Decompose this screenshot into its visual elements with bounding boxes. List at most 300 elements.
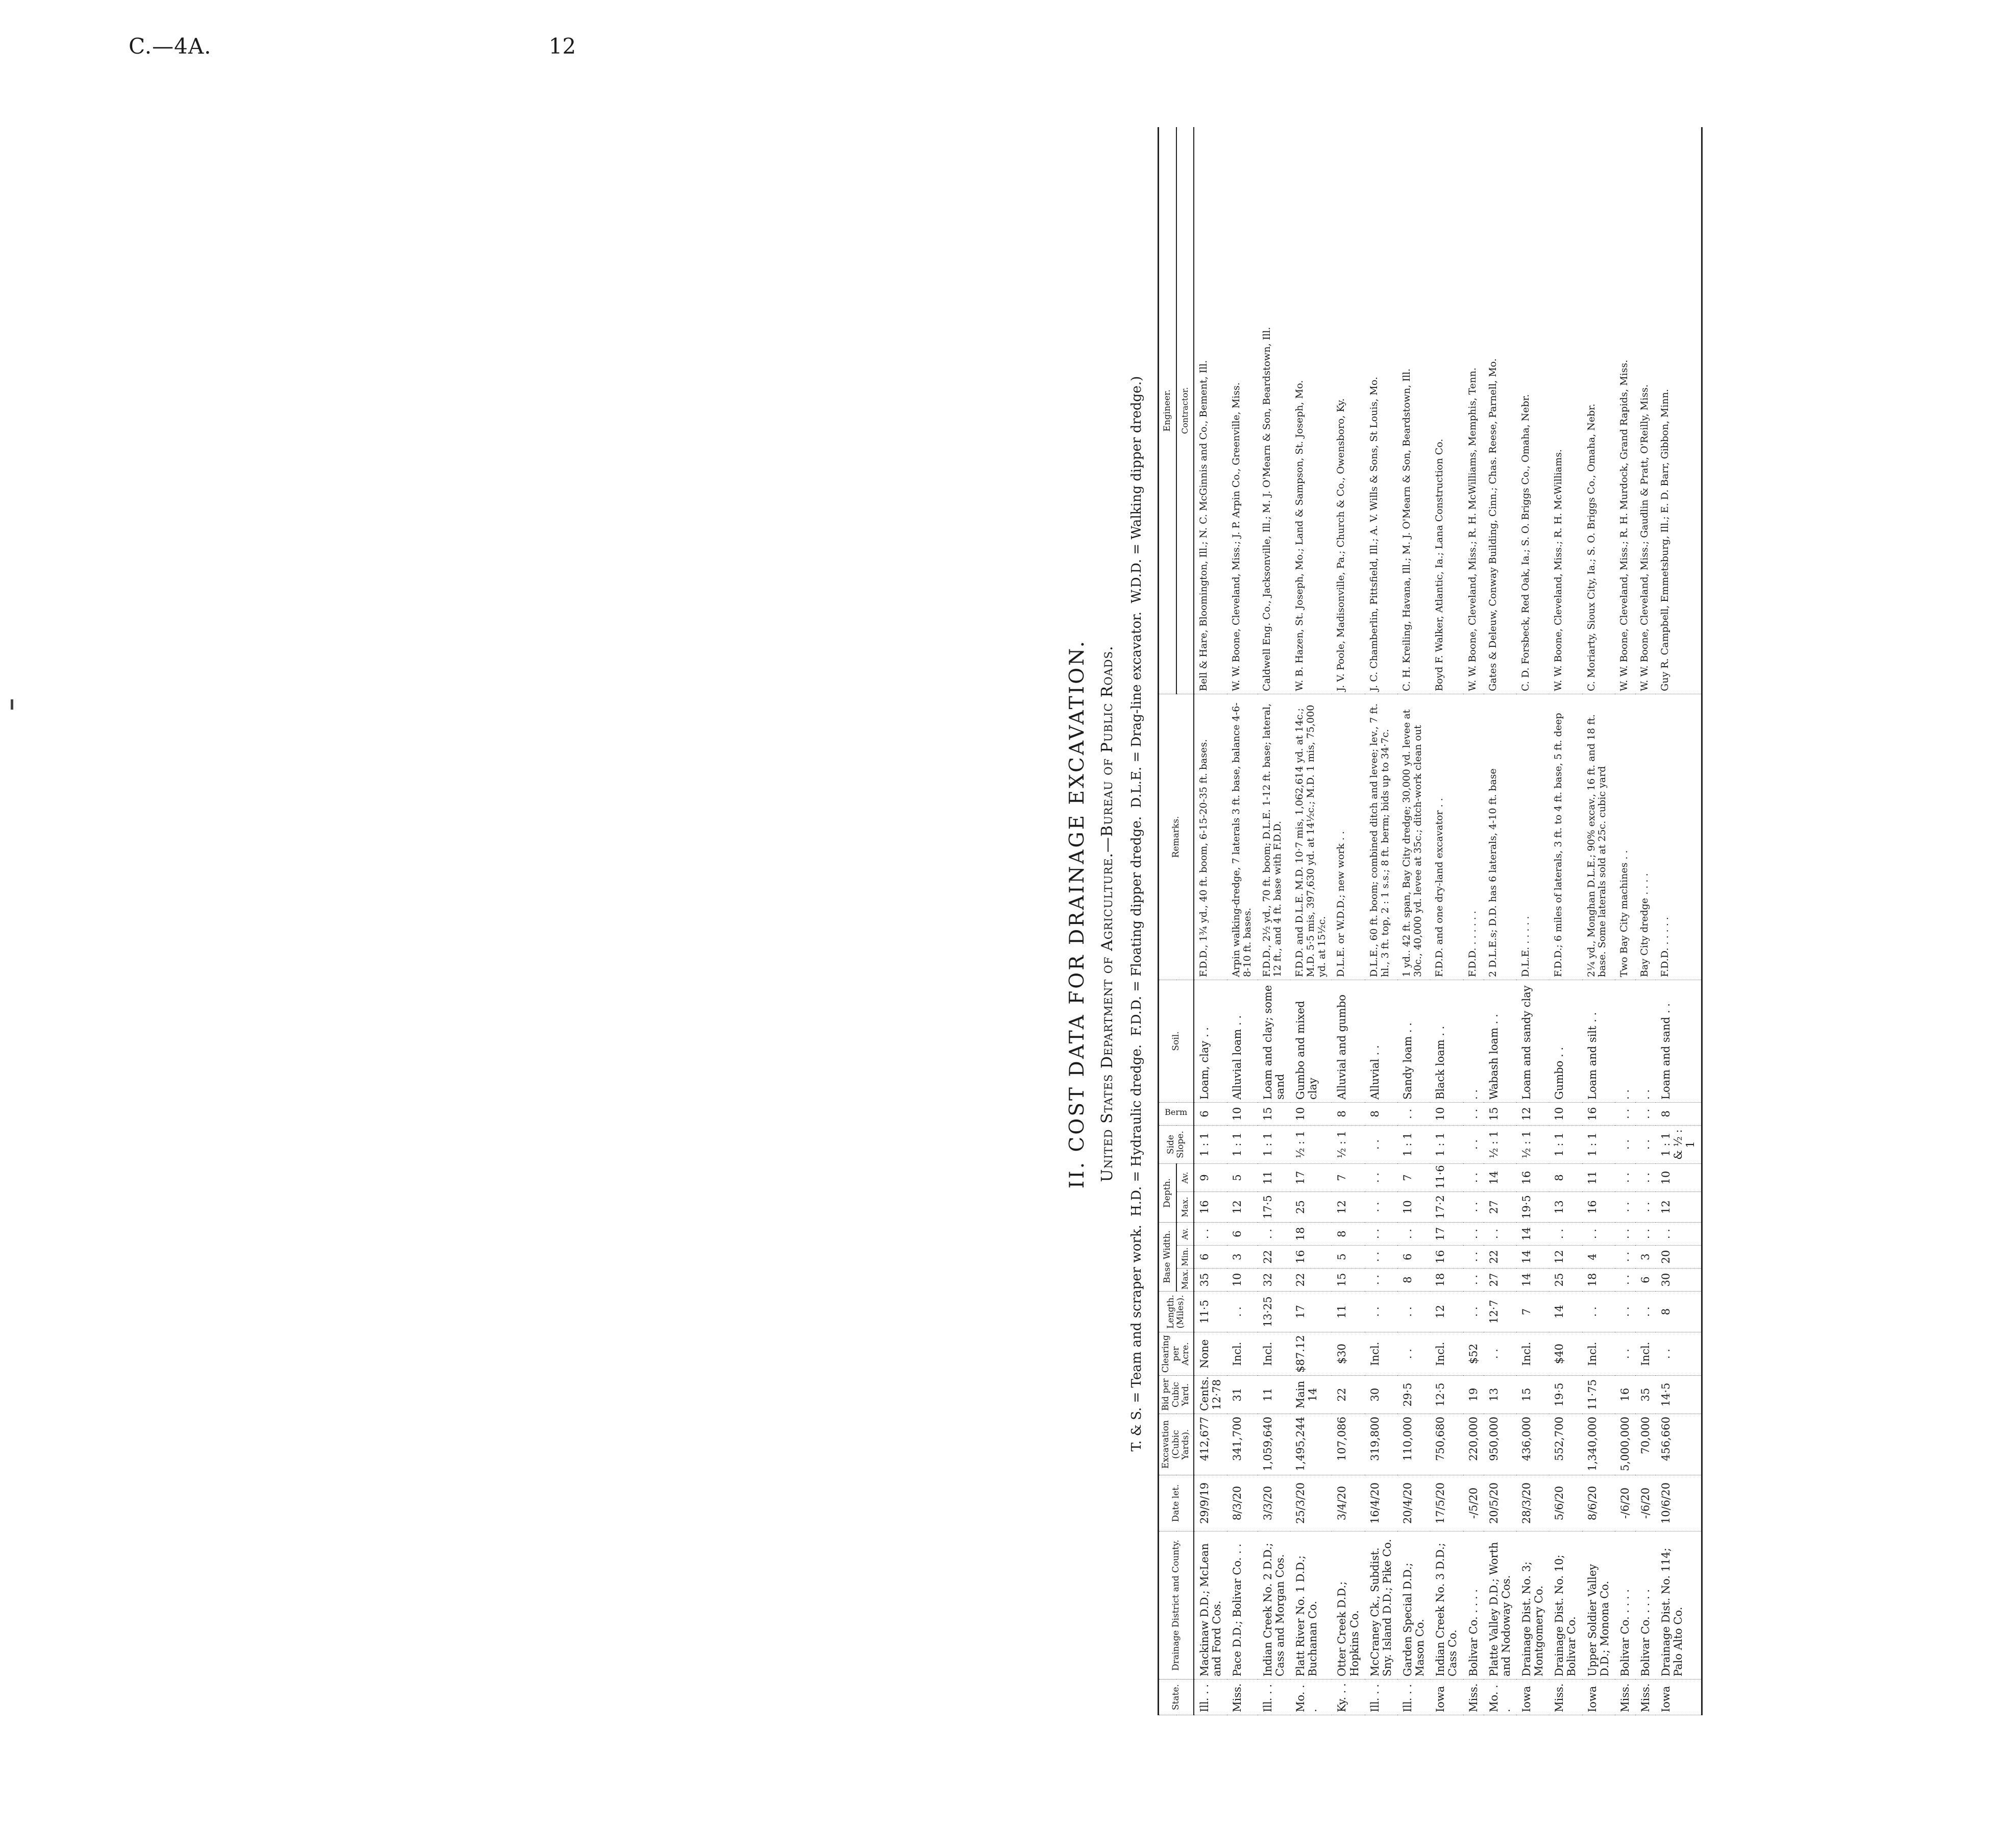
cell-engineer-contractor: Boyd F. Walker, Atlantic, Ia.; Lana Construction Co. [1430, 127, 1463, 694]
cell-soil: . . [1615, 980, 1635, 1102]
cell-bid: 15 [1516, 1376, 1549, 1414]
cell-bw-av: . . [1463, 1222, 1484, 1245]
cell-date-let: 16/4/20 [1365, 1475, 1397, 1531]
cell-excavation: 456,660 [1656, 1414, 1702, 1475]
page-title: II. COST DATA FOR DRAINAGE EXCAVATION. [1066, 639, 1089, 1189]
cell-engineer-contractor: C. H. Kreiling, Havana, Ill.; M. J. O'Mearn & Son, Beardstown, Ill. [1397, 127, 1430, 694]
cell-bw-min: . . [1615, 1246, 1635, 1269]
cell-engineer-contractor: Caldwell Eng. Co., Jacksonville, Ill.; M. J. O'Mearn & Son, Beardstown, Ill. [1258, 127, 1290, 694]
cell-clearing: None [1194, 1332, 1227, 1376]
header-engineer: Engineer. [1159, 127, 1177, 694]
cell-soil: Loam and silt . . [1582, 980, 1615, 1102]
cell-state: Iowa [1430, 1680, 1463, 1715]
cell-date-let: -/6/20 [1615, 1475, 1635, 1531]
cell-clearing: Incl. [1258, 1332, 1290, 1376]
cell-berm: . . [1615, 1102, 1635, 1125]
cell-bw-max: 18 [1430, 1269, 1463, 1292]
cell-bw-max: 14 [1516, 1269, 1549, 1292]
cell-remarks: 2 D.L.E.s; D.D. has 6 laterals, 4-10 ft. base [1484, 694, 1516, 980]
cell-depth-max: 12 [1332, 1191, 1364, 1222]
cell-clearing: $30 [1332, 1332, 1364, 1376]
cell-depth-av: . . [1463, 1163, 1484, 1191]
cell-length: . . [1365, 1292, 1397, 1332]
cell-district: Drainage Dist. No. 3; Montgomery Co. [1516, 1531, 1549, 1680]
header-depth-max: Max. [1176, 1191, 1194, 1222]
header-bw-av: Av. [1176, 1222, 1194, 1245]
cell-soil: Loam and clay; some sand [1258, 980, 1290, 1102]
cell-length: 17 [1290, 1292, 1332, 1332]
cell-clearing: Incl. [1582, 1332, 1615, 1376]
cell-soil: Loam, clay . . [1194, 980, 1227, 1102]
legend-item: W.D.D. = Walking dipper dredge.) [1129, 376, 1144, 603]
cell-bid: 11·75 [1582, 1376, 1615, 1414]
cell-bw-max: 27 [1484, 1269, 1516, 1292]
cell-bw-min: . . [1365, 1246, 1397, 1269]
cell-bid: 31 [1227, 1376, 1258, 1414]
cost-data-table [1158, 127, 1703, 1715]
cell-excavation: 341,700 [1227, 1414, 1258, 1475]
cell-engineer-contractor: Gates & Deleuw, Conway Building, Cinn.; Chas. Reese, Parnell, Mo. [1484, 127, 1516, 694]
cell-depth-av: 11 [1582, 1163, 1615, 1191]
cell-district: Upper Soldier Valley D.D.; Monona Co. [1582, 1531, 1615, 1680]
header-state: State. [1159, 1680, 1194, 1715]
cell-bw-av: . . [1635, 1222, 1656, 1245]
table-row [1290, 127, 1332, 1715]
cell-bw-max: 35 [1194, 1269, 1227, 1292]
cell-state: Ky. . . [1332, 1680, 1364, 1715]
cell-date-let: 17/5/20 [1430, 1475, 1463, 1531]
cell-date-let: 8/3/20 [1227, 1475, 1258, 1531]
cell-clearing: . . [1484, 1332, 1516, 1376]
cell-district: Drainage Dist. No. 10; Bolivar Co. [1549, 1531, 1582, 1680]
cell-depth-av: . . [1615, 1163, 1635, 1191]
cell-soil: Gumbo and mixed clay [1290, 980, 1332, 1102]
header-clearing: Clearing per Acre. [1159, 1332, 1194, 1376]
cell-soil: . . [1635, 980, 1656, 1102]
cell-depth-av: 11 [1258, 1163, 1290, 1191]
cell-bw-max: 32 [1258, 1269, 1290, 1292]
cell-district: Bolivar Co. . . . . [1463, 1531, 1484, 1680]
cell-bw-av: . . [1582, 1222, 1615, 1245]
cell-district: Garden Special D.D.; Mason Co. [1397, 1531, 1430, 1680]
cell-bid: 12·5 [1430, 1376, 1463, 1414]
cell-depth-av: 14 [1484, 1163, 1516, 1191]
cell-state: Ill. . . [1397, 1680, 1430, 1715]
cell-bid: 22 [1332, 1376, 1364, 1414]
cell-state: Mo. . . [1484, 1680, 1516, 1715]
cell-bw-min: 6 [1397, 1246, 1430, 1269]
document-reference: C.—4A. [129, 34, 212, 59]
cell-depth-max: . . [1615, 1191, 1635, 1222]
cell-clearing: Incl. [1635, 1332, 1656, 1376]
cell-bid: 35 [1635, 1376, 1656, 1414]
cell-clearing: Incl. [1516, 1332, 1549, 1376]
cell-date-let: 25/3/20 [1290, 1475, 1332, 1531]
cell-bw-av: 8 [1332, 1222, 1364, 1245]
cell-bid: 16 [1615, 1376, 1635, 1414]
cell-bw-av: . . [1397, 1222, 1430, 1245]
header-bw-max: Max. [1176, 1269, 1194, 1292]
cell-berm: 8 [1656, 1102, 1702, 1125]
table-row [1365, 127, 1397, 1715]
cell-berm: 15 [1484, 1102, 1516, 1125]
table-row [1430, 127, 1463, 1715]
cell-length: . . [1615, 1292, 1635, 1332]
cell-berm: 10 [1430, 1102, 1463, 1125]
cell-excavation: 5,000,000 [1615, 1414, 1635, 1475]
cell-side-slope: 1 : 1 & ½ : 1 [1656, 1125, 1702, 1163]
cell-berm: 10 [1549, 1102, 1582, 1125]
cell-depth-max: 17·2 [1430, 1191, 1463, 1222]
cell-bw-av: . . [1194, 1222, 1227, 1245]
cell-date-let: 5/6/20 [1549, 1475, 1582, 1531]
cell-soil: Loam and sand . . [1656, 980, 1702, 1102]
cell-length: 12·7 [1484, 1292, 1516, 1332]
cell-clearing: Incl. [1227, 1332, 1258, 1376]
cell-district: Mackinaw D.D.; McLean and Ford Cos. [1194, 1531, 1227, 1680]
cell-side-slope: 1 : 1 [1582, 1125, 1615, 1163]
header-depth-av: Av. [1176, 1163, 1194, 1191]
table-row [1549, 127, 1582, 1715]
cell-bw-min: 20 [1656, 1246, 1702, 1269]
cell-state: Ill. . . [1194, 1680, 1227, 1715]
cell-excavation: 950,000 [1484, 1414, 1516, 1475]
cell-excavation: 220,000 [1463, 1414, 1484, 1475]
cell-remarks: F.D.D. . . . . . . [1463, 694, 1484, 980]
cell-date-let: 28/3/20 [1516, 1475, 1549, 1531]
table-row [1397, 127, 1430, 1715]
cell-state: Iowa [1582, 1680, 1615, 1715]
cell-state: Ill. . . [1258, 1680, 1290, 1715]
cell-excavation: 107,086 [1332, 1414, 1364, 1475]
cell-engineer-contractor: W. W. Boone, Cleveland, Miss.; R. H. McWilliams, Memphis, Tenn. [1463, 127, 1484, 694]
cell-district: Indian Creek No. 2 D.D.; Cass and Morgan Cos. [1258, 1531, 1290, 1680]
cell-depth-av: . . [1365, 1163, 1397, 1191]
cell-district: Pace D.D.; Bolivar Co. . . [1227, 1531, 1258, 1680]
cell-state: Miss. [1463, 1680, 1484, 1715]
cell-length: 11·5 [1194, 1292, 1227, 1332]
cell-berm: . . [1397, 1102, 1430, 1125]
cell-district: Platt River No. 1 D.D.; Buchanan Co. [1290, 1531, 1332, 1680]
cell-side-slope: 1 : 1 [1430, 1125, 1463, 1163]
cell-remarks: F.D.D. and one dry-land excavator . . [1430, 694, 1463, 980]
cell-clearing: Incl. [1365, 1332, 1397, 1376]
cell-excavation: 436,000 [1516, 1414, 1549, 1475]
cell-excavation: 412,677 [1194, 1414, 1227, 1475]
cell-bw-av: . . [1656, 1222, 1702, 1245]
cell-depth-max: 25 [1290, 1191, 1332, 1222]
cell-engineer-contractor: W. W. Boone, Cleveland, Miss.; R. H. McWilliams. [1549, 127, 1582, 694]
cell-berm: 10 [1290, 1102, 1332, 1125]
cell-depth-max: 12 [1227, 1191, 1258, 1222]
cell-bw-min: 22 [1258, 1246, 1290, 1269]
cell-depth-max: 16 [1194, 1191, 1227, 1222]
header-length: Length. (Miles). [1159, 1292, 1194, 1332]
cell-remarks: D.L.E. . . . . . [1516, 694, 1549, 980]
cell-engineer-contractor: Bell & Hare, Bloomington, Ill.; N. C. McGinnis and Co., Bement, Ill. [1194, 127, 1227, 694]
table-body [1194, 127, 1702, 1715]
cell-engineer-contractor: W. W. Boone, Cleveland, Miss.; Gaudlin & Pratt, O'Reilly, Miss. [1635, 127, 1656, 694]
cell-berm: 8 [1365, 1102, 1397, 1125]
cell-depth-max: 13 [1549, 1191, 1582, 1222]
cell-clearing: . . [1615, 1332, 1635, 1376]
cell-bw-min: . . [1463, 1246, 1484, 1269]
cell-clearing: $87.12 [1290, 1332, 1332, 1376]
cell-depth-av: 7 [1397, 1163, 1430, 1191]
cell-date-let: -/5/20 [1463, 1475, 1484, 1531]
cell-clearing: $40 [1549, 1332, 1582, 1376]
header-bw-min: Min. [1176, 1246, 1194, 1269]
cell-bw-max: . . [1365, 1269, 1397, 1292]
page-number: 12 [549, 34, 576, 59]
cell-district: McCraney Ck., Subdist. Sny. Island D.D.; Pike Co. [1365, 1531, 1397, 1680]
cell-bw-min: 22 [1484, 1246, 1516, 1269]
cell-length: . . [1635, 1292, 1656, 1332]
margin-mark [11, 699, 13, 710]
cell-bw-max: . . [1615, 1269, 1635, 1292]
header-date-let: Date let. [1159, 1475, 1194, 1531]
legend-item: H.D. = Hydraulic dredge. [1129, 1044, 1144, 1217]
cell-depth-max: 19·5 [1516, 1191, 1549, 1222]
cell-bid: 30 [1365, 1376, 1397, 1414]
cell-remarks: F.D.D. and D.L.E. M.D. 10·7 mis, 1,062,614 yd. at 14c.; M.D. 5·5 mis, 397,630 yd. at 14½c.; M.D. 1 mis, 75,000 yd. at 15½c. [1290, 694, 1332, 980]
cell-excavation: 1,340,000 [1582, 1414, 1615, 1475]
cell-engineer-contractor: W. W. Boone, Cleveland, Miss.; R. H. Murdock, Grand Rapids, Miss. [1615, 127, 1635, 694]
header-district: Drainage District and County. [1159, 1531, 1194, 1680]
header-contractor: Contractor. [1176, 127, 1194, 694]
cell-date-let: -/6/20 [1635, 1475, 1656, 1531]
cell-side-slope: 1 : 1 [1258, 1125, 1290, 1163]
cell-remarks: F.D.D., 1¾ yd., 40 ft. boom, 6-15-20-35 ft. bases. [1194, 694, 1227, 980]
cell-berm: 16 [1582, 1102, 1615, 1125]
cell-bw-av: . . [1615, 1222, 1635, 1245]
table-row [1516, 127, 1549, 1715]
cell-berm: 15 [1258, 1102, 1290, 1125]
cell-remarks: Bay City dredge . . . . [1635, 694, 1656, 980]
cell-bid: Cents. 12·78 [1194, 1376, 1227, 1414]
table-row [1484, 127, 1516, 1715]
cell-bid: 11 [1258, 1376, 1290, 1414]
cell-depth-av: . . [1635, 1163, 1656, 1191]
cell-depth-av: 11·6 [1430, 1163, 1463, 1191]
cell-depth-max: . . [1365, 1191, 1397, 1222]
cell-depth-av: 7 [1332, 1163, 1364, 1191]
cell-bw-max: 22 [1290, 1269, 1332, 1292]
cell-excavation: 110,000 [1397, 1414, 1430, 1475]
cell-excavation: 1,495,244 [1290, 1414, 1332, 1475]
cell-length: . . [1397, 1292, 1430, 1332]
cell-bw-min: 3 [1227, 1246, 1258, 1269]
cell-district: Bolivar Co. . . . . [1615, 1531, 1635, 1680]
cell-soil: . . [1463, 980, 1484, 1102]
cell-berm: 8 [1332, 1102, 1364, 1125]
cell-state: Ill. . . [1365, 1680, 1397, 1715]
cell-depth-av: 10 [1656, 1163, 1702, 1191]
table-row [1227, 127, 1258, 1715]
cell-length: 14 [1549, 1292, 1582, 1332]
cell-depth-max: 27 [1484, 1191, 1516, 1222]
cell-soil: Alluvial and gumbo [1332, 980, 1364, 1102]
cell-soil: Alluvial . . [1365, 980, 1397, 1102]
table-row [1615, 127, 1635, 1715]
cell-bid: 19 [1463, 1376, 1484, 1414]
cell-bw-av: 17 [1430, 1222, 1463, 1245]
cell-berm: 6 [1194, 1102, 1227, 1125]
cell-depth-max: 17·5 [1258, 1191, 1290, 1222]
cell-engineer-contractor: C. Moriarty, Sioux City, Ia.; S. O. Briggs Co., Omaha, Nebr. [1582, 127, 1615, 694]
cell-bw-av: 6 [1227, 1222, 1258, 1245]
cell-length: 8 [1656, 1292, 1702, 1332]
cell-berm: 12 [1516, 1102, 1549, 1125]
header-base-width: Base Width. [1159, 1222, 1177, 1291]
cell-bid: 19·5 [1549, 1376, 1582, 1414]
cell-remarks: Two Bay City machines . . [1615, 694, 1635, 980]
cell-excavation: 552,700 [1549, 1414, 1582, 1475]
cell-bw-max: 10 [1227, 1269, 1258, 1292]
cell-date-let: 20/4/20 [1397, 1475, 1430, 1531]
cell-date-let: 3/3/20 [1258, 1475, 1290, 1531]
cell-bid: Main 14 [1290, 1376, 1332, 1414]
cell-depth-av: 17 [1290, 1163, 1332, 1191]
cell-date-let: 29/9/19 [1194, 1475, 1227, 1531]
cell-excavation: 750,680 [1430, 1414, 1463, 1475]
page-subtitle: United States Department of Agriculture.—Bureau of Public Roads. [1098, 645, 1116, 1182]
cell-state: Iowa [1516, 1680, 1549, 1715]
header-side-slope: Side Slope. [1159, 1125, 1194, 1163]
cell-bw-max: 25 [1549, 1269, 1582, 1292]
cell-depth-max: . . [1463, 1191, 1484, 1222]
cell-length: 13·25 [1258, 1292, 1290, 1332]
cell-bw-max: 6 [1635, 1269, 1656, 1292]
cell-engineer-contractor: Guy R. Campbell, Emmetsburg, Ill.; E. D. Barr, Gibbon, Minn. [1656, 127, 1702, 694]
cell-remarks: Arpin walking-dredge, 7 laterals 3 ft. base, balance 4-6-8-10 ft. bases. [1227, 694, 1258, 980]
cell-state: Miss. [1227, 1680, 1258, 1715]
cell-bid: 14·5 [1656, 1376, 1702, 1414]
table-row [1332, 127, 1364, 1715]
cell-side-slope: . . [1463, 1125, 1484, 1163]
cell-engineer-contractor: W. B. Hazen, St. Joseph, Mo.; Land & Sampson, St. Joseph, Mo. [1290, 127, 1332, 694]
cell-length: . . [1582, 1292, 1615, 1332]
cell-clearing: . . [1397, 1332, 1430, 1376]
cell-depth-av: 8 [1549, 1163, 1582, 1191]
cell-depth-max: . . [1635, 1191, 1656, 1222]
cell-side-slope: ½ : 1 [1332, 1125, 1364, 1163]
cell-soil: Alluvial loam . . [1227, 980, 1258, 1102]
cell-state: Miss. [1635, 1680, 1656, 1715]
cell-district: Otter Creek D.D.; Hopkins Co. [1332, 1531, 1364, 1680]
cell-side-slope: 1 : 1 [1194, 1125, 1227, 1163]
cell-clearing: . . [1656, 1332, 1702, 1376]
cell-depth-max: 12 [1656, 1191, 1702, 1222]
cell-engineer-contractor: W. W. Boone, Cleveland, Miss.; J. P. Arpin Co., Greenville, Miss. [1227, 127, 1258, 694]
cell-depth-max: 10 [1397, 1191, 1430, 1222]
cell-remarks: F.D.D. . . . . . [1656, 694, 1702, 980]
cell-date-let: 20/5/20 [1484, 1475, 1516, 1531]
cell-bid: 29·5 [1397, 1376, 1430, 1414]
legend-item: F.D.D. = Floating dipper dredge. [1129, 816, 1144, 1036]
cell-soil: Black loam . . [1430, 980, 1463, 1102]
cell-state: Iowa [1656, 1680, 1702, 1715]
cell-length: . . [1227, 1292, 1258, 1332]
cell-bw-av: . . [1484, 1222, 1516, 1245]
cell-soil: Gumbo . . [1549, 980, 1582, 1102]
header-remarks: Remarks. [1159, 694, 1194, 980]
cell-bw-max: . . [1463, 1269, 1484, 1292]
cell-berm: . . [1463, 1102, 1484, 1125]
cell-engineer-contractor: J. C. Chamberlin, Pittsfield, Ill.; A. V. Wills & Sons, St Louis, Mo. [1365, 127, 1397, 694]
cell-bid: 13 [1484, 1376, 1516, 1414]
cell-bw-max: 15 [1332, 1269, 1364, 1292]
cell-remarks: 2¼ yd., Monghan D.L.E.; 90% excav., 16 ft. and 18 ft. base. Some laterals sold at 25c. cubic yard [1582, 694, 1615, 980]
cell-side-slope: . . [1365, 1125, 1397, 1163]
cell-bw-min: 5 [1332, 1246, 1364, 1269]
cell-excavation: 70,000 [1635, 1414, 1656, 1475]
cell-clearing: $52 [1463, 1332, 1484, 1376]
cell-excavation: 319,800 [1365, 1414, 1397, 1475]
cell-depth-av: 9 [1194, 1163, 1227, 1191]
cell-depth-av: 16 [1516, 1163, 1549, 1191]
cell-remarks: D.L.E., 60 ft. boom; combined ditch and levee; lev., 7 ft. hl., 3 ft. top, 2 : 1 s.s.; 8 ft. berm; bids up to 34·7c. [1365, 694, 1397, 980]
header-bid: Bid per Cubic Yard. [1159, 1376, 1194, 1414]
cell-berm: . . [1635, 1102, 1656, 1125]
cell-date-let: 10/6/20 [1656, 1475, 1702, 1531]
cell-bw-av: 18 [1290, 1222, 1332, 1245]
header-soil: Soil. [1159, 980, 1194, 1102]
cell-bw-av: 14 [1516, 1222, 1549, 1245]
cell-bw-av: . . [1549, 1222, 1582, 1245]
cell-side-slope: ½ : 1 [1516, 1125, 1549, 1163]
cell-soil: Wabash loam . . [1484, 980, 1516, 1102]
cell-bw-max: 8 [1397, 1269, 1430, 1292]
rotated-table-page [1062, 112, 2016, 1715]
cell-bw-min: 4 [1582, 1246, 1615, 1269]
cell-bw-max: 30 [1656, 1269, 1702, 1292]
cell-length: . . [1463, 1292, 1484, 1332]
cell-bw-min: 3 [1635, 1246, 1656, 1269]
cell-length: 7 [1516, 1292, 1549, 1332]
table-row [1635, 127, 1656, 1715]
cell-bw-av: . . [1258, 1222, 1290, 1245]
cell-bw-max: 18 [1582, 1269, 1615, 1292]
cell-remarks: F.D.D.; 6 miles of laterals, 3 ft. to 4 ft. base, 5 ft. deep [1549, 694, 1582, 980]
cell-bw-min: 16 [1290, 1246, 1332, 1269]
cell-state: Miss. [1615, 1680, 1635, 1715]
table-row [1194, 127, 1227, 1715]
cell-bw-min: 16 [1430, 1246, 1463, 1269]
legend-item: T. & S. = Team and scraper work. [1129, 1225, 1144, 1452]
header-excavation: Excavation (Cubic Yards). [1159, 1414, 1194, 1475]
cell-side-slope: 1 : 1 [1397, 1125, 1430, 1163]
cell-state: Miss. [1549, 1680, 1582, 1715]
cell-soil: Loam and sandy clay [1516, 980, 1549, 1102]
abbreviation-legend [1129, 112, 1144, 1715]
cell-district: Platte Valley D.D.; Worth and Nodoway Cos. [1484, 1531, 1516, 1680]
legend-item: D.L.E. = Drag-line excavator. [1129, 612, 1144, 808]
cell-side-slope: . . [1615, 1125, 1635, 1163]
cell-engineer-contractor: J. V. Poole, Madisonville, Pa.; Church & Co., Owensboro, Ky. [1332, 127, 1364, 694]
cell-depth-av: 5 [1227, 1163, 1258, 1191]
cell-remarks: F.D.D., 2½ yd., 70 ft. boom; D.L.E. 1-12 ft. base; lateral, 12 ft., and 4 ft. base with F.D.D. [1258, 694, 1290, 980]
berm-label: Berm [1164, 1107, 1187, 1117]
cell-bw-min: 12 [1549, 1246, 1582, 1269]
cell-side-slope: . . [1635, 1125, 1656, 1163]
table-row [1258, 127, 1290, 1715]
table-row [1582, 127, 1615, 1715]
cell-district: Indian Creek No. 3 D.D.; Cass Co. [1430, 1531, 1463, 1680]
cell-excavation: 1,059,640 [1258, 1414, 1290, 1475]
cell-clearing: Incl. [1430, 1332, 1463, 1376]
table-row [1656, 127, 1702, 1715]
